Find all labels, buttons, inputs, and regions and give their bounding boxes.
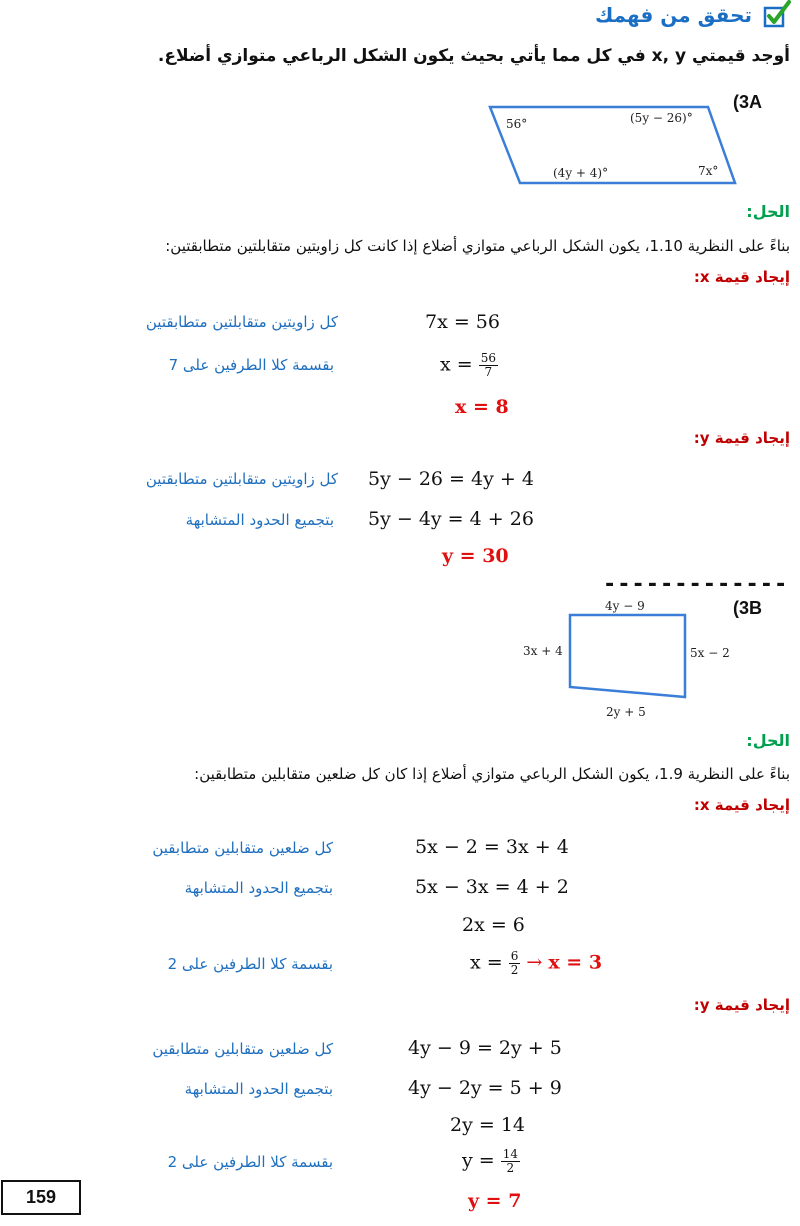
checkbox-check-icon <box>762 0 792 28</box>
equation: 7x = 56 <box>425 311 500 333</box>
angle-br-label: 7x° <box>698 164 719 178</box>
side-bottom-label: 2y + 5 <box>606 705 646 719</box>
parallelogram-figure-a <box>480 95 745 195</box>
reason-text: كل ضلعين متقابلين متطابقين <box>152 1040 333 1058</box>
basis-text-a: بناءً على النظرية 1.10، يكون الشكل الرباعي متوازي أضلاع إذا كانت كل زاويتين متقابلتين متطابقتين: <box>165 237 790 255</box>
reason-text: كل زاويتين متقابلتين متطابقتين <box>145 313 338 331</box>
find-y-heading-b: إيجاد قيمة y: <box>693 996 790 1014</box>
equation: 2x = 6 <box>462 914 525 936</box>
equation: 5y − 26 = 4y + 4 <box>368 468 534 490</box>
equation: y = $\frac{14}{2}$ <box>462 1147 519 1175</box>
reason-text: بقسمة كلا الطرفين على 2 <box>167 955 333 973</box>
find-x-heading-a: إيجاد قيمة x: <box>693 268 790 286</box>
equation: x = $\frac{56}{7}$ <box>440 351 496 379</box>
side-left-label: 3x + 4 <box>523 644 563 658</box>
section-title: تحقق من فهمك <box>595 3 752 27</box>
equation: 4y − 2y = 5 + 9 <box>408 1077 562 1099</box>
equation: 5x − 3x = 4 + 2 <box>415 876 569 898</box>
side-top-label: 4y − 9 <box>605 599 645 613</box>
reason-text: كل زاويتين متقابلتين متطابقتين <box>145 470 338 488</box>
equation: 5y − 4y = 4 + 26 <box>368 508 534 530</box>
equation: 4y − 9 = 2y + 5 <box>408 1037 562 1059</box>
parallelogram-figure-b <box>520 595 740 725</box>
equation: 2y = 14 <box>450 1114 525 1136</box>
section-divider: ------------- <box>603 572 789 597</box>
side-right-label: 5x − 2 <box>690 646 730 660</box>
answer-y-a: y = 30 <box>442 545 509 567</box>
angle-tr-label: (5y − 26)° <box>630 111 693 125</box>
equation: x = $\frac{6}{2}$ → x = 3 <box>470 949 603 977</box>
reason-text: كل ضلعين متقابلين متطابقين <box>152 839 333 857</box>
find-y-heading-a: إيجاد قيمة y: <box>693 429 790 447</box>
answer-x-a: x = 8 <box>455 396 509 418</box>
reason-text: بتجميع الحدود المتشابهة <box>184 879 333 897</box>
reason-text: بتجميع الحدود المتشابهة <box>185 511 334 529</box>
page-number: 159 <box>1 1180 81 1215</box>
answer-y-b: y = 7 <box>468 1190 522 1212</box>
reason-text: بتجميع الحدود المتشابهة <box>184 1080 333 1098</box>
reason-text: بقسمة كلا الطرفين على 2 <box>167 1153 333 1171</box>
angle-bl-label: (4y + 4)° <box>553 166 609 180</box>
equation: 5x − 2 = 3x + 4 <box>415 836 569 858</box>
instruction-text: أوجد قيمتي x, y في كل مما يأتي بحيث يكون الشكل الرباعي متوازي أضلاع. <box>157 46 790 66</box>
angle-tl-label: 56° <box>506 117 528 131</box>
basis-text-b: بناءً على النظرية 1.9، يكون الشكل الرباعي متوازي أضلاع إذا كان كل ضلعين متقابلين متطابقين: <box>194 765 790 783</box>
find-x-heading-b: إيجاد قيمة x: <box>693 796 790 814</box>
part-a-label: (3A <box>733 92 763 112</box>
solution-label-b: الحل: <box>746 731 790 750</box>
solution-label-a: الحل: <box>746 202 790 221</box>
part-b-label: (3B <box>733 598 763 618</box>
answer-x-b: x = 3 <box>548 951 603 974</box>
reason-text: بقسمة كلا الطرفين على 7 <box>168 356 334 374</box>
